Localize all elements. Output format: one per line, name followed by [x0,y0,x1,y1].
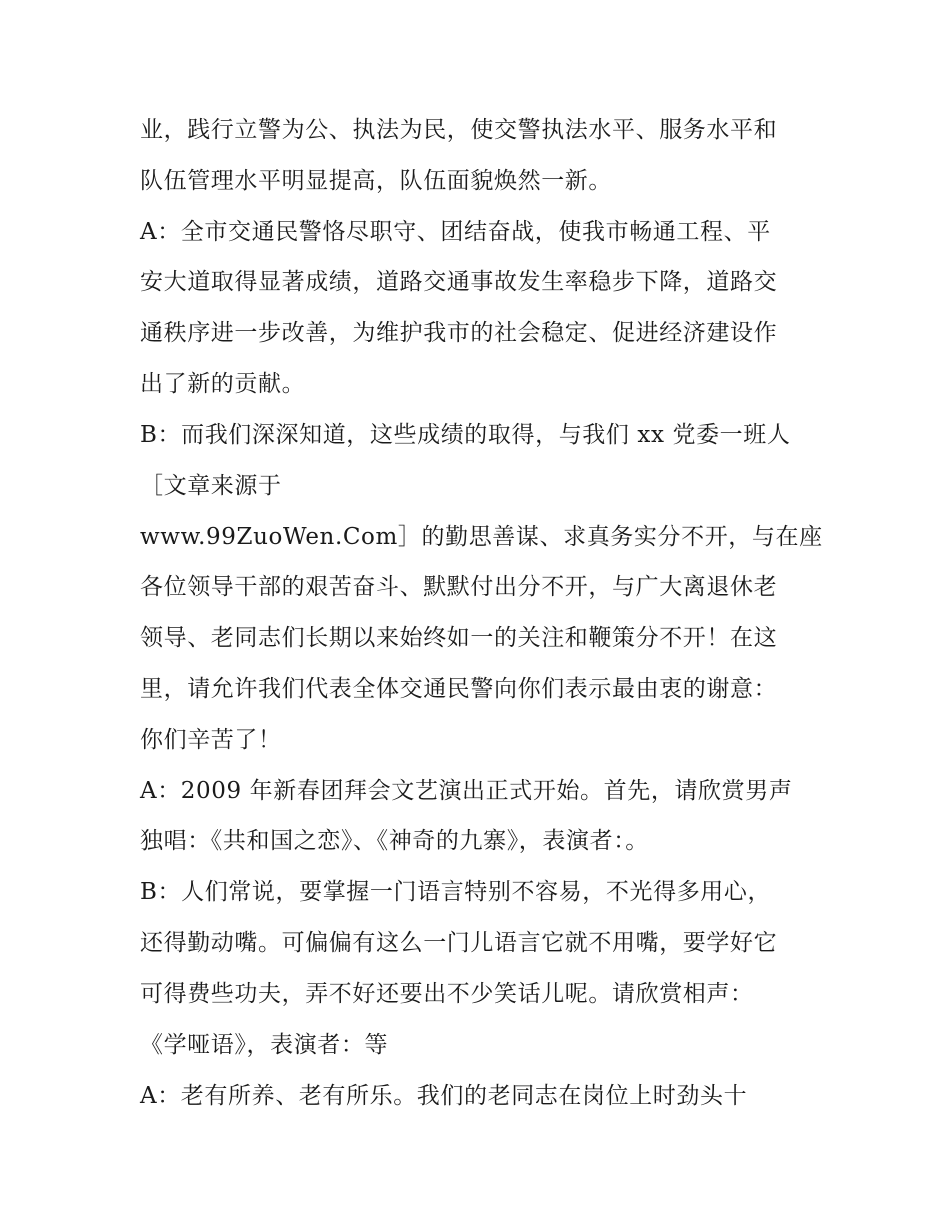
text-line: ［文章来源于 [140,473,282,499]
text-line: A：老有所养、老有所乐。我们的老同志在岗位上时劲头十 [140,1083,748,1109]
text-line: 领导、老同志们长期以来始终如一的关注和鞭策分不开！在这 [140,625,778,651]
text-line: 各位领导干部的艰苦奋斗、默默付出分不开，与广大离退休老 [140,574,778,600]
text-line: 通秩序进一步改善，为维护我市的社会稳定、促进经济建设作 [140,320,778,346]
text-line: 还得勤动嘴。可偏偏有这么一门儿语言它就不用嘴，要学好它 [140,930,778,956]
text-line: B：人们常说，要掌握一门语言特别不容易，不光得多用心， [140,879,772,905]
text-line: A：全市交通民警恪尽职守、团结奋战，使我市畅通工程、平 [140,219,771,245]
text-line: www.99ZuoWen.Com］的勤思善谋、求真务实分不开，与在座 [140,524,823,550]
text-line: 你们辛苦了！ [140,727,282,753]
text-line: 独唱：《共和国之恋》、《神奇的九寨》，表演者：。 [140,828,649,854]
text-line: 可得费些功夫，弄不好还要出不少笑话儿呢。请欣赏相声： [140,981,754,1007]
text-line: 出了新的贡献。 [140,371,306,397]
text-line: A：2009 年新春团拜会文艺演出正式开始。首先，请欣赏男声 [140,778,793,804]
text-line: B：而我们深深知道，这些成绩的取得，与我们 xx 党委一班人 [140,422,791,448]
text-line: 业，践行立警为公、执法为民，使交警执法水平、服务水平和 [140,117,778,143]
text-line: 队伍管理水平明显提高，队伍面貌焕然一新。 [140,168,612,194]
text-line: 里，请允许我们代表全体交通民警向你们表示最由衷的谢意： [140,676,778,702]
text-line: 安大道取得显著成绩，道路交通事故发生率稳步下降，道路交 [140,269,778,295]
text-line: 《学哑语》，表演者：等 [140,1032,389,1058]
